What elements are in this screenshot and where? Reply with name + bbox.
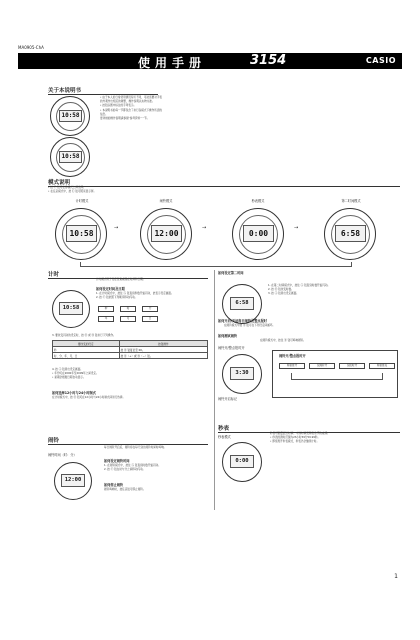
arrow-right-icon: → — [294, 225, 299, 231]
about-bullet: • 本说明书的每一节都包含了执行各模式下操作所需的信息。 — [100, 108, 163, 116]
modes-heading: 模式说明 — [48, 178, 400, 187]
modes-line: • 在任意模式中，按 Ⓛ 钮可照亮显示屏。 — [48, 190, 97, 194]
stopwatch-display: 0:00 — [243, 225, 274, 242]
set-alarm-subheading: 如何设定闹铃时间 — [104, 459, 130, 463]
modes-text — [48, 186, 248, 194]
settings-table — [52, 340, 208, 359]
step4-text: 4. 按 Ⓐ 钮退出设定画面。 — [52, 368, 83, 371]
flow-item: 仅报时开 — [339, 363, 365, 369]
column-divider — [214, 270, 215, 510]
on-off-flow-box — [272, 350, 398, 398]
stopwatch-small-watch — [222, 442, 262, 482]
sequence-item: 月 — [120, 316, 136, 322]
watch-illustration-2: 10:58 — [50, 137, 90, 177]
second-time-steps — [268, 284, 398, 297]
sequence-item: 年 — [98, 316, 114, 322]
model-number: 3154 — [250, 53, 287, 68]
timekeeping-display: 10:58 — [66, 225, 97, 242]
set-time-subheading: 如何设定时间及日期 — [96, 287, 125, 291]
arrow-right-icon: → — [202, 225, 207, 231]
mode-label-second-time: 第二时间模式 — [341, 199, 361, 203]
set-time-step: 1. 在计时模式中，按住 Ⓐ 钮直到秒数开始闪动，此表示设定画面。 — [96, 292, 174, 295]
set-alarm-step: 1. 在闹铃模式中，按住 Ⓐ 钮直到时数开始闪动。 — [104, 464, 161, 467]
timekeeping-notes — [52, 368, 208, 381]
watch-front-illustration: 10:58 — [50, 96, 90, 136]
alarm-display: 12:00 — [151, 225, 182, 242]
manual-title: 使用手册 — [138, 56, 207, 70]
modes-line: • 按 Ⓒ 钮可在各模式之间选择。 — [48, 186, 86, 189]
stopwatch-heading: 秒表 — [218, 424, 400, 433]
hourly-subheading: 如何开启/关闭每日闹铃及整点报时 — [218, 319, 267, 323]
timekeeping-intro: 计时模式用于设定及查看现在时间和日期。 — [96, 278, 146, 281]
set-time-steps — [96, 292, 208, 300]
setting-sequence — [98, 306, 206, 330]
set-alarm-step: 2. 按 Ⓒ 钮在时与分之间移动闪动。 — [104, 468, 146, 472]
second-time-step: 3. 按 Ⓐ 钮退出设定画面。 — [268, 292, 299, 296]
flow-item: 两者皆开 — [279, 363, 305, 369]
stopwatch-line: 秒表可测量经过时间、中途时间及两名选手的成绩。 — [270, 432, 330, 435]
sequence-item: 分 — [142, 306, 158, 312]
set-alarm-steps — [104, 464, 208, 472]
hour-format-subheading: 如何选择12小时与24小时制式 — [52, 391, 96, 395]
second-time-small-watch: 6:58 — [222, 284, 262, 324]
flow-return-line — [291, 373, 383, 380]
step3-text: 3. 要改变闪动的设定时，按 Ⓓ 或 Ⓑ 钮执行下列操作。 — [52, 334, 116, 337]
about-bullet: • 按钮以图中标注的字母表示。 — [100, 104, 137, 108]
second-time-subheading: 如何设定第二时间 — [218, 271, 244, 275]
mode-label-stopwatch: 秒表模式 — [251, 199, 265, 203]
stop-alarm-subheading: 如何停止闹铃 — [104, 483, 124, 487]
note-line: • 年份可在2000年至2099年之间设定。 — [52, 372, 99, 376]
mode-label-timekeeping: 计时模式 — [75, 199, 89, 203]
about-heading: 关于本说明书 — [48, 86, 158, 95]
set-time-step: 2. 按 Ⓒ 钮依照下列顺序移动闪动。 — [96, 296, 138, 300]
table-cell: 按 Ⓓ 钮复位至 00。 — [119, 347, 207, 353]
table-cell: 时、分、年、月、日 — [53, 353, 120, 359]
alarm-watch — [140, 208, 192, 260]
alarm-test-text: 在闹铃模式中，按住 Ⓓ 钮可鸣响闹铃。 — [260, 339, 306, 342]
mode-label-alarm: 闹铃模式 — [159, 199, 173, 203]
second-time-step: 1. 在第二时间模式中，按住 Ⓐ 钮直到时数开始闪动。 — [268, 284, 331, 287]
table-header: 要改变的设定 — [53, 341, 120, 347]
timekeeping-heading: 计时 — [48, 270, 208, 279]
sequence-item: 秒 — [98, 306, 114, 312]
alarm-mark-note: 闹铃开启标记 — [218, 397, 238, 401]
document-code: MA0905-ChA — [18, 45, 44, 50]
flow-item: 仅闹铃开 — [309, 363, 335, 369]
table-header: 按钮操作 — [119, 341, 207, 347]
alarm-caption: 闹铃时间（时：分） — [48, 453, 77, 457]
stopwatch-caption: 秒表模式 — [218, 435, 231, 439]
stopwatch-small-display: 0:00 — [230, 455, 254, 468]
brand-logo: CASIO — [365, 56, 396, 65]
table-cell: 按 Ⓓ（+）或 Ⓑ（−）钮。 — [119, 353, 207, 359]
page-number: 1 — [394, 573, 398, 580]
alarm-test-watch — [222, 354, 262, 394]
flow-item: 两者皆关 — [369, 363, 395, 369]
second-time-watch — [324, 208, 376, 260]
title-banner — [18, 53, 402, 69]
second-time-display: 6:58 — [335, 225, 366, 242]
arrow-right-icon: → — [114, 225, 119, 231]
mode-cycle-line — [80, 262, 352, 267]
flow-title: 闹铃开/整点报时开 — [279, 354, 306, 358]
alarm-test-subheading: 如何测试闹铃 — [218, 334, 238, 338]
stopwatch-body — [270, 432, 398, 445]
about-text — [100, 96, 162, 121]
stopwatch-line: • 即使离开秒表模式，秒表仍会继续计时。 — [270, 440, 320, 444]
alarm-on-caption: 闹铃开/整点报时开 — [218, 346, 245, 350]
alarm-test-display: 3:30 — [230, 367, 254, 380]
stop-alarm-text: 闹铃鸣响时，按任意钮可停止闹铃。 — [104, 488, 146, 491]
sequence-item: 日 — [142, 316, 158, 322]
timekeeping-watch — [55, 208, 107, 260]
table-cell: 秒 — [53, 347, 120, 353]
alarm-small-watch: 12:00 — [54, 462, 92, 500]
about-bullet: • 由于本人的日常使用情况有所不同，可能需要对手表的外观作出相应的调整，操作说明以实物为准。 — [100, 96, 163, 104]
hourly-text: 在闹铃模式中按 Ⓓ 钮可在下列设定间循环。 — [224, 324, 275, 327]
alarm-body: 每日闹铃开启后，闹铃将在每天到达闹铃时间时鸣响。 — [104, 446, 167, 449]
timekeeping-small-watch: 10:58 — [52, 290, 90, 328]
about-bullet: 更详细的操作说明请参阅“参考资料”一节。 — [100, 117, 150, 121]
hour-format-text: 在计时模式中，按 Ⓓ 钮可在12小时与24小时制式间进行选择。 — [52, 396, 126, 399]
table-row — [53, 353, 208, 359]
note-line: • 星期会根据日期自动显示。 — [52, 376, 86, 380]
sequence-item: 时 — [120, 306, 136, 312]
stopwatch-watch — [232, 208, 284, 260]
alarm-heading: 闹铃 — [48, 436, 208, 445]
stopwatch-line: • 秒表的测时范围为23小时59分59.99秒。 — [270, 436, 321, 440]
second-time-step: 2. 按 Ⓓ 钮改变时数。 — [268, 288, 294, 292]
